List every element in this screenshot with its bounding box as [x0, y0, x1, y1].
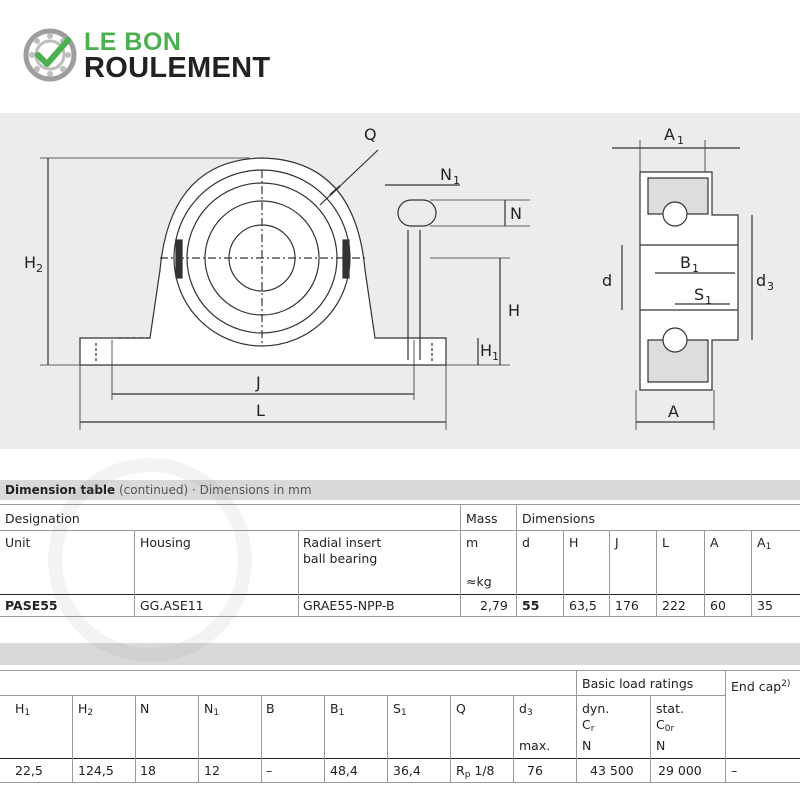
brand-line2: ROULEMENT [84, 52, 271, 84]
label-n: N [510, 204, 522, 223]
hdr-insert-1: Radial insert [303, 535, 382, 550]
label-j: J [256, 373, 261, 392]
hdr-mass-m: m [466, 535, 479, 550]
hdr2-stat-unit: N [656, 738, 666, 753]
hdr2-h2: $H_2$ [78, 701, 94, 718]
row2-h1: 22,5 [15, 763, 43, 778]
hdr2-n: N [140, 701, 150, 716]
hdr2-d3: $d_3$ [519, 701, 533, 718]
row2-d3: 76 [527, 763, 543, 778]
row2-b1: 48,4 [330, 763, 358, 778]
hdr-basic-load: Basic load ratings [582, 676, 694, 691]
hdr-unit: Unit [5, 535, 31, 550]
row2-b: – [266, 763, 273, 778]
hdr-j: J [615, 535, 619, 550]
row-a: 60 [710, 598, 726, 613]
hdr-d: d [522, 535, 530, 550]
technical-drawing [0, 113, 800, 449]
label-q: Q [364, 125, 377, 144]
hdr2-dyn: dyn. [582, 701, 610, 716]
svg-text:1: 1 [692, 262, 699, 275]
label-b1: B [680, 253, 691, 272]
hdr-l: L [662, 535, 669, 550]
hdr2-c0r: $C_{0r}$ [656, 717, 675, 734]
row-insert: GRAE55-NPP-B [303, 598, 395, 613]
svg-text:1: 1 [705, 294, 712, 307]
svg-text:3: 3 [767, 280, 774, 293]
label-h1: H [480, 341, 493, 360]
hdr2-d3-max: max. [519, 738, 551, 753]
row2-q: $R_p$ 1/8 [456, 763, 495, 780]
hdr-mass: Mass [466, 511, 498, 526]
hdr-endcap: End cap$^{2)}$ [731, 679, 791, 695]
hdr2-h1: $H_1$ [15, 701, 31, 718]
hdr-h: H [569, 535, 579, 550]
hdr2-q: Q [456, 701, 466, 716]
hdr2-stat: stat. [656, 701, 684, 716]
row2-h2: 124,5 [78, 763, 114, 778]
svg-text:1: 1 [677, 134, 684, 147]
hdr2-cr: $C_r$ [582, 717, 595, 734]
brand-line1: LE BON [84, 28, 182, 56]
row2-c0r: 29 000 [658, 763, 702, 778]
hdr-a: A [710, 535, 719, 550]
row2-n1: 12 [204, 763, 220, 778]
hdr2-b: B [266, 701, 275, 716]
row-a1: 35 [757, 598, 773, 613]
hdr-a1: $A_1$ [757, 535, 772, 552]
svg-text:2: 2 [36, 262, 43, 275]
row-unit: PASE55 [5, 598, 58, 613]
hdr2-s1: $S_1$ [393, 701, 407, 718]
label-s1: S [694, 285, 705, 304]
svg-text:1: 1 [453, 174, 460, 187]
row-mass: 2,79 [480, 598, 508, 613]
hdr-dimensions: Dimensions [522, 511, 595, 526]
label-h: H [508, 301, 521, 320]
row2-n: 18 [140, 763, 156, 778]
hdr2-dyn-unit: N [582, 738, 592, 753]
label-d3: d [756, 271, 767, 290]
label-d: d [602, 271, 613, 290]
svg-text:1: 1 [492, 350, 499, 363]
brand-logo-icon [22, 26, 80, 84]
hdr-mass-unit: ≈kg [466, 574, 492, 589]
row2-cr: 43 500 [590, 763, 634, 778]
label-a: A [668, 402, 679, 421]
row-l: 222 [662, 598, 686, 613]
label-n1: N [440, 165, 452, 184]
row-d: 55 [522, 598, 540, 613]
row-j: 176 [615, 598, 639, 613]
hdr2-n1: $N_1$ [204, 701, 220, 718]
label-h2: H [24, 253, 37, 272]
row-h: 63,5 [569, 598, 597, 613]
label-l: L [256, 401, 265, 420]
label-a1: A [664, 125, 675, 144]
hdr-insert-2: ball bearing [303, 551, 378, 566]
row2-s1: 36,4 [393, 763, 421, 778]
row2-endcap: – [731, 763, 738, 778]
row-housing: GG.ASE11 [140, 598, 204, 613]
hdr-housing: Housing [140, 535, 191, 550]
hdr2-b1: $B_1$ [330, 701, 345, 718]
hdr-designation: Designation [5, 511, 80, 526]
table1-title: Dimension table (continued) · Dimensions in mm [0, 480, 800, 500]
